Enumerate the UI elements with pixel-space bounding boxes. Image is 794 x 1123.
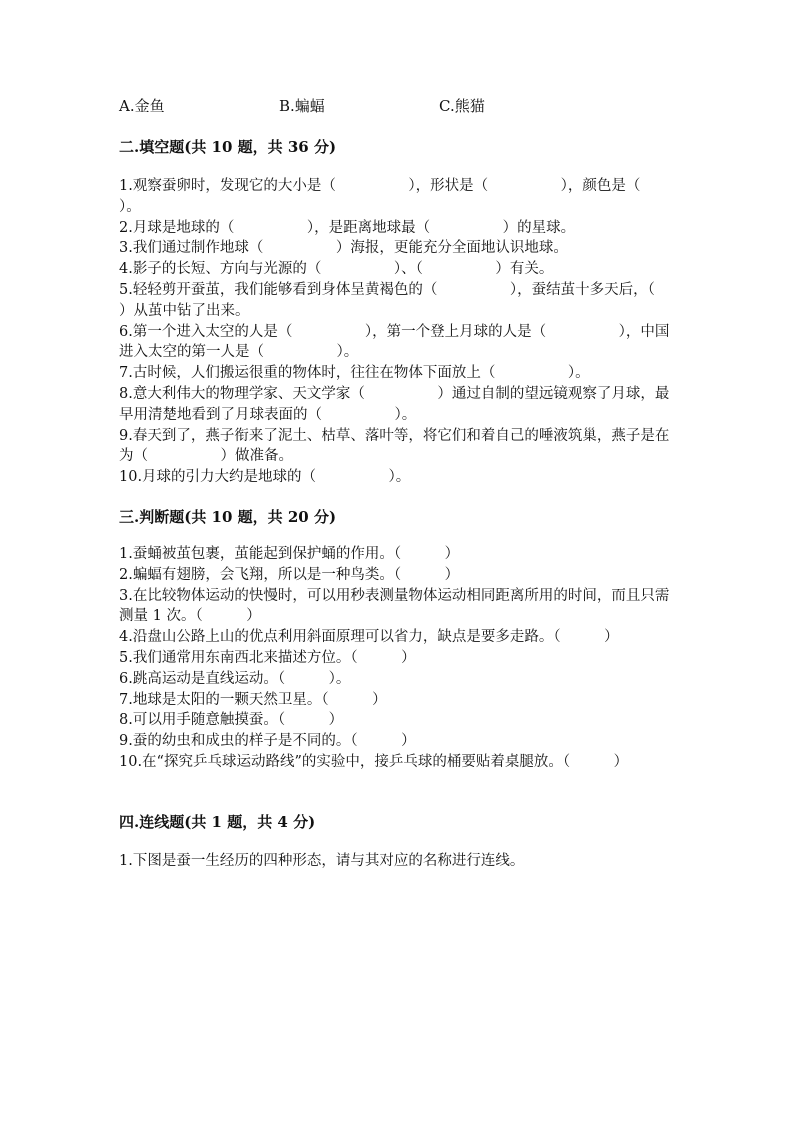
option-b: B.蝙蝠: [279, 97, 325, 115]
question-item: 10.月球的引力大约是地球的（ ）。: [119, 469, 411, 486]
fill-blank-questions: [119, 176, 728, 488]
section-matching-title: 四.连线题(共 1 题，共 4 分): [119, 813, 316, 831]
true-false-questions: [119, 544, 679, 773]
question-item: 1.观察蚕卵时，发现它的大小是（ ），形状是（ ），颜色是（ ）。: [119, 178, 713, 215]
question-item: 2.蝙蝠有翅膀，会飞翔，所以是一种鸟类。（ ）: [119, 566, 460, 583]
question-item: 5.我们通常用东南西北来描述方位。（ ）: [119, 649, 416, 666]
question-item: 1.下图是蚕一生经历的四种形态，请与其对应的名称进行连线。: [119, 853, 525, 869]
question-item: 3.我们通过制作地球（ ）海报，更能充分全面地认识地球。: [119, 240, 568, 257]
question-item: 3.在比较物体运动的快慢时，可以用秒表测量物体运动相同距离所用的时间，而且只需测量 1 次。（ ）: [119, 587, 670, 625]
question-item: 8.意大利伟大的物理学家、天文学家（ ）通过自制的望远镜观察了月球，最早用清楚地看到了月球表面的（ ）。: [119, 385, 670, 423]
option-c: C.熊猫: [439, 97, 485, 115]
question-item: 7.古时候，人们搬运很重的物体时，往往在物体下面放上（ ）。: [119, 365, 590, 382]
question-item: 5.轻轻剪开蚕茧，我们能够看到身体呈黄褐色的（ ），蚕结茧十多天后，（ ）从茧中钻了出来。: [119, 281, 728, 319]
question-item: 10.在“探究乒乓球运动路线”的实验中，接乒乓球的桶要贴着桌腿放。（ ）: [119, 753, 629, 770]
question-item: 4.影子的长短、方向与光源的（ ）、（ ）有关。: [119, 261, 554, 278]
matching-questions: [119, 851, 679, 872]
question-item: 2.月球是地球的（ ），是距离地球最（ ）的星球。: [119, 219, 576, 236]
question-item: 8.可以用手随意触摸蚕。（ ）: [119, 712, 344, 729]
question-item: 6.第一个进入太空的人是（ ），第一个登上月球的人是（ ），中国进入太空的第一人是（ ）。: [119, 323, 670, 361]
question-item: 4.沿盘山公路上山的优点利用斜面原理可以省力，缺点是要多走路。（ ）: [119, 629, 619, 646]
question-item: 7.地球是太阳的一颗天然卫星。（ ）: [119, 691, 387, 708]
section-fill-blank-title: 二.填空题(共 10 题，共 36 分): [119, 138, 337, 156]
question-item: 1.蚕蛹被茧包裹，茧能起到保护蛹的作用。（ ）: [119, 546, 460, 562]
question-item: 9.蚕的幼虫和成虫的样子是不同的。（ ）: [119, 733, 416, 750]
question-item: 9.春天到了，燕子衔来了泥土、枯草、落叶等，将它们和着自己的唾液筑巢，燕子是在为（ ）做准备。: [119, 427, 670, 465]
question-item: 6.跳高运动是直线运动。（ ）。: [119, 670, 351, 687]
section-true-false-title: 三.判断题(共 10 题，共 20 分): [119, 508, 337, 526]
option-a: A.金鱼: [119, 97, 165, 115]
